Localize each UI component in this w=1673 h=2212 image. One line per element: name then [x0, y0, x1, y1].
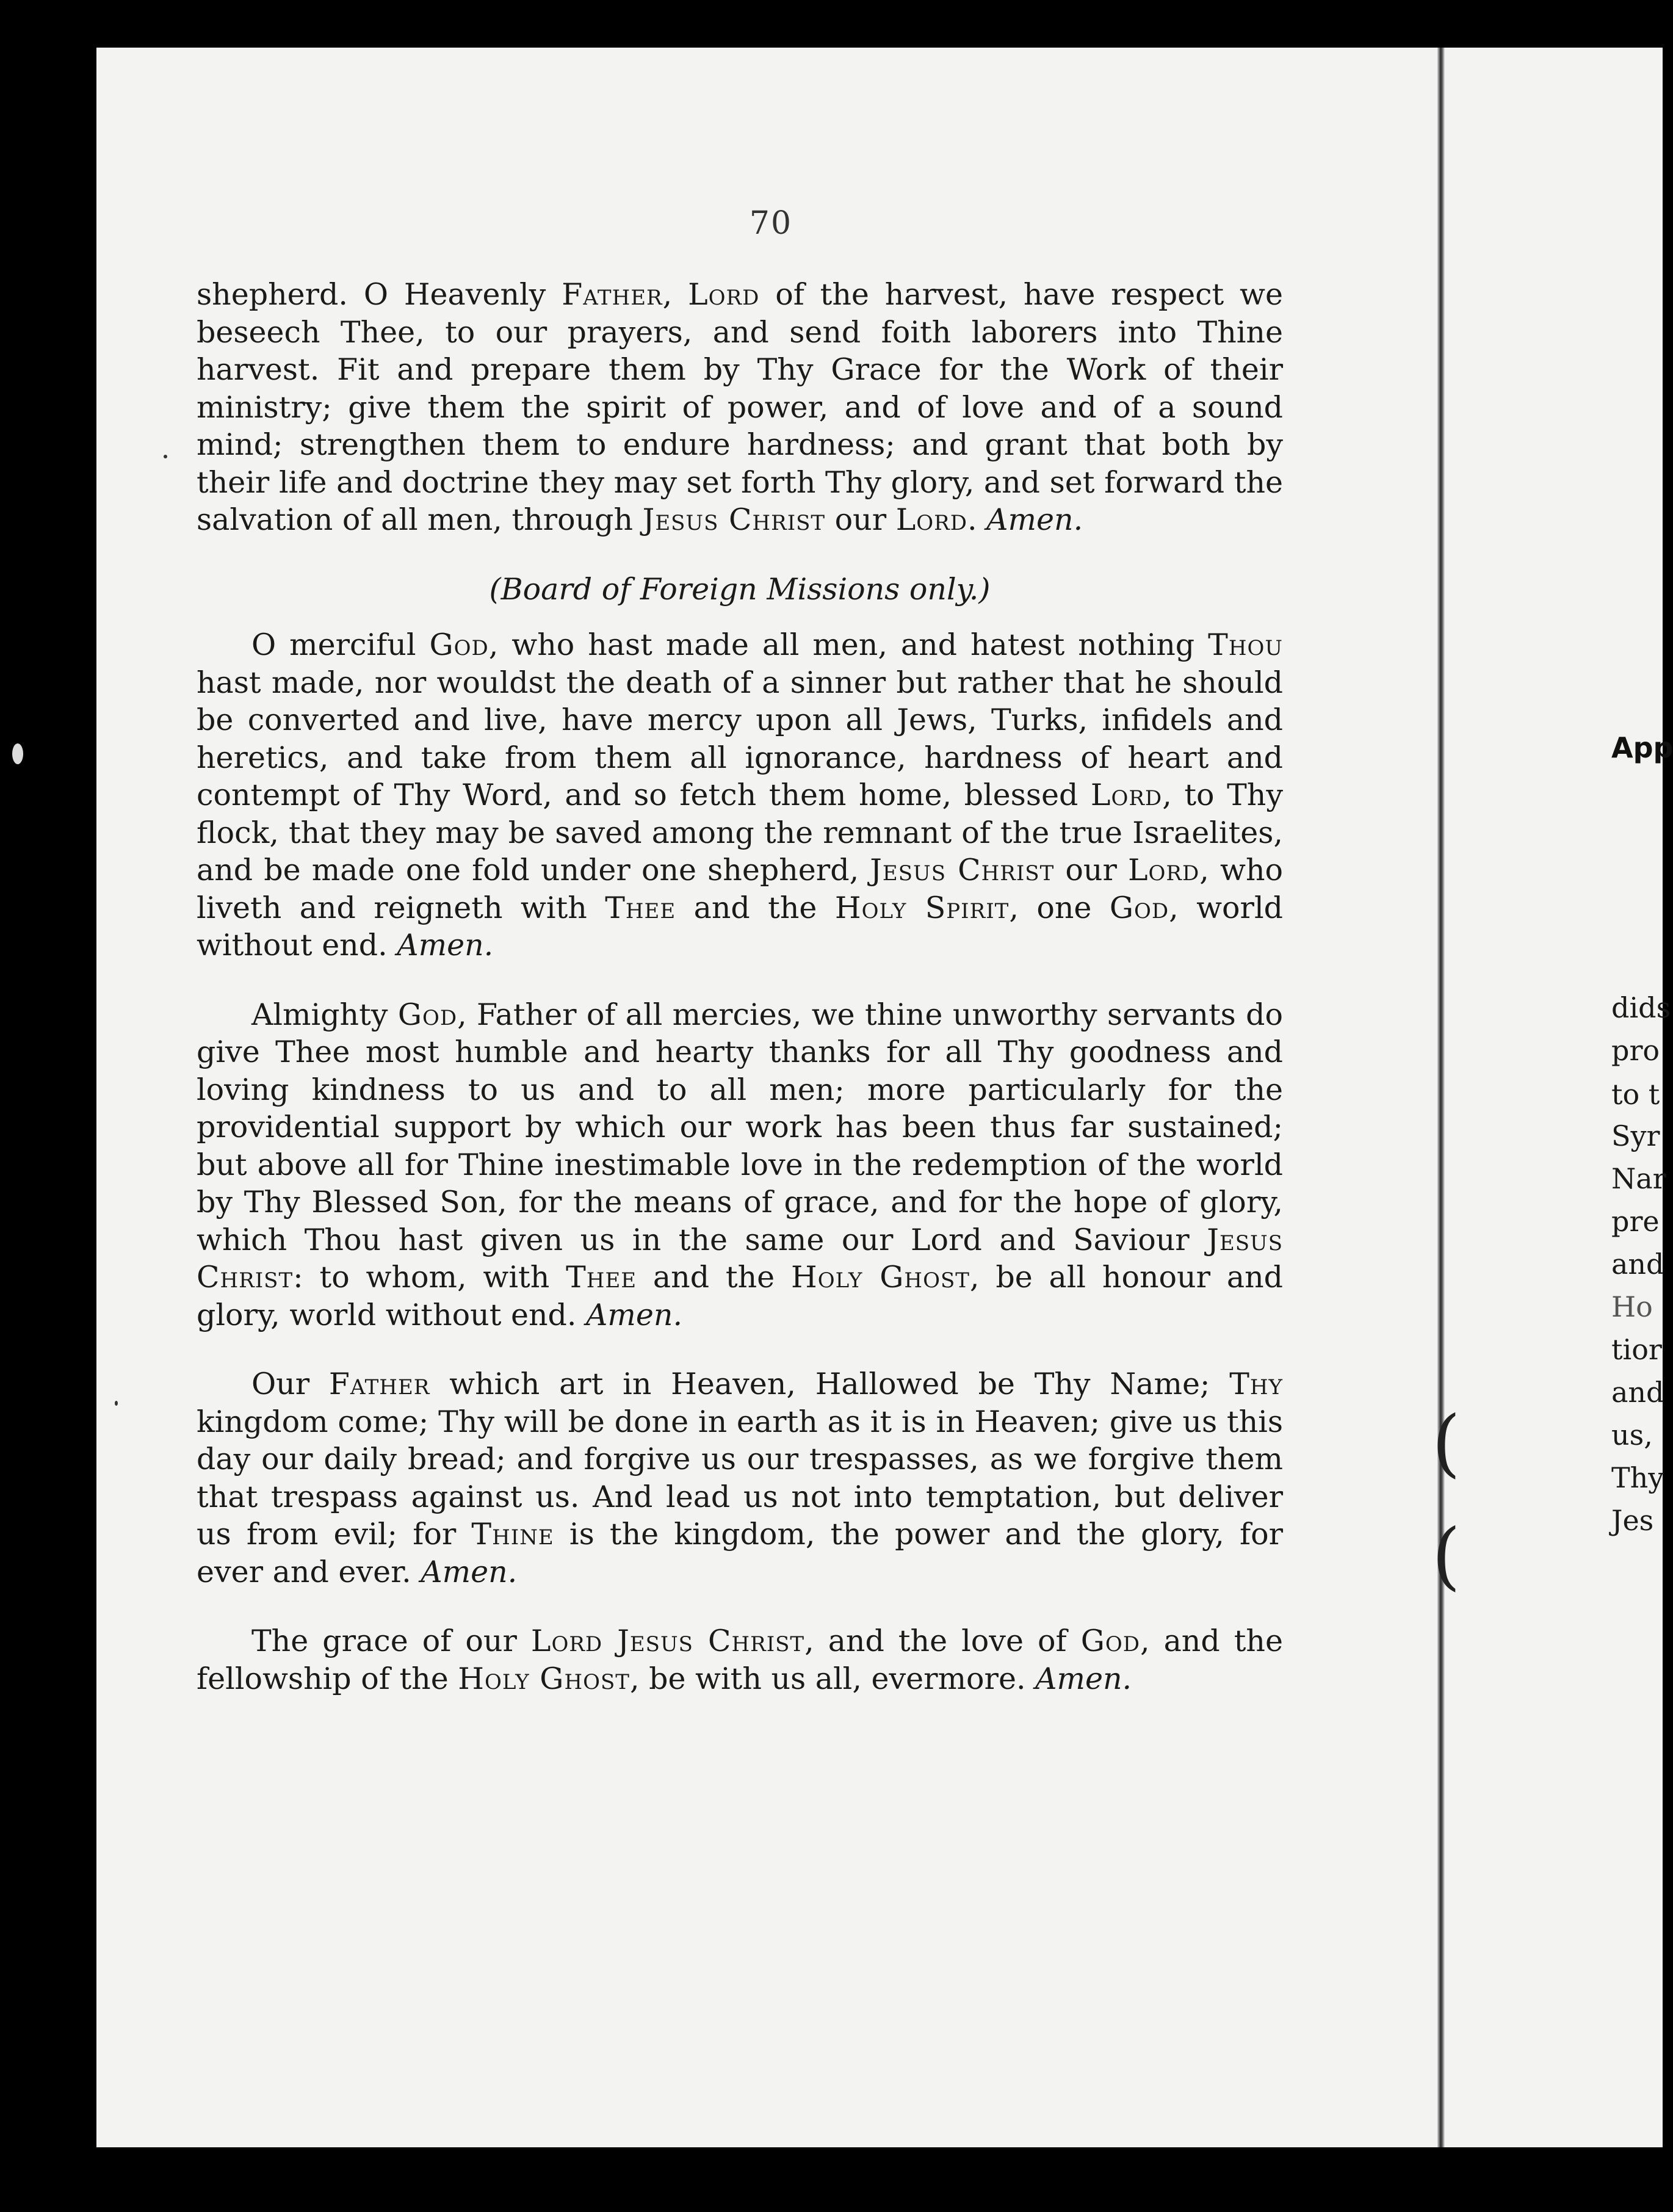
- small-caps-name: God: [1109, 890, 1169, 925]
- small-caps-name: Holy Ghost: [458, 1661, 630, 1696]
- text-run: Almighty: [251, 997, 398, 1032]
- amen-italic: Amen.: [586, 1297, 683, 1332]
- text-run: O merciful: [251, 627, 430, 662]
- facing-page-fragment: pre: [1611, 1205, 1660, 1238]
- text-run: Our: [251, 1367, 329, 1401]
- text-run: shepherd. O Heavenly: [197, 277, 562, 312]
- facing-page-mark: (: [1432, 1401, 1461, 1486]
- small-caps-name: Holy Ghost: [790, 1260, 970, 1295]
- scan-speck: [164, 455, 167, 458]
- facing-page-fragment: us,: [1611, 1419, 1653, 1451]
- text-run: The grace of our: [251, 1624, 531, 1658]
- text-run: of the harvest, have respect we beseech Thee, to our prayers, and send foith laborers into Thine harvest. Fit and prepare them by Thy Grace for the Work of their ministry; give them the spirit of power, and of love and of a sound mind; strengthen them to endure hardness; and grant that both by their life and doctrine they may set forth Thy glory, and set forward the salvation of all men, through: [197, 277, 1283, 537]
- text-run: , world without end.: [197, 890, 1283, 963]
- small-caps-name: Jesus Christ: [870, 853, 1055, 887]
- small-caps-name: Thine: [471, 1517, 554, 1552]
- text-run: , be with us all, evermore.: [629, 1661, 1036, 1696]
- text-run: and the: [676, 890, 835, 925]
- facing-page-fragment: tior: [1611, 1333, 1662, 1366]
- amen-italic: Amen.: [397, 928, 494, 963]
- small-caps-name: Holy Spirit: [834, 890, 1010, 925]
- facing-page-fragment: Nar: [1611, 1162, 1666, 1195]
- facing-page-mark: (: [1432, 1514, 1461, 1599]
- small-caps-name: God: [397, 997, 458, 1032]
- text-run: , who liveth and reigneth with: [197, 853, 1284, 925]
- facing-page-fragment: Jes: [1611, 1504, 1654, 1537]
- facing-page-fragment: and: [1611, 1248, 1664, 1281]
- small-caps-name: Lord: [1128, 853, 1200, 887]
- small-caps-name: Thou: [1208, 627, 1284, 662]
- prayer-text-block: [197, 276, 1283, 1729]
- text-run: , be all honour and glory, world without end.: [197, 1260, 1283, 1332]
- text-run: , and the love of: [804, 1624, 1081, 1658]
- scan-speck: [115, 1401, 118, 1406]
- facing-page-fragment: Thy: [1611, 1461, 1664, 1494]
- text-run: our: [825, 502, 896, 537]
- page-number: 70: [749, 205, 793, 242]
- small-caps-name: Thee: [605, 890, 676, 925]
- small-caps-name: Jesus Christ: [197, 1222, 1283, 1295]
- prayer-paragraph: [197, 1622, 1283, 1697]
- text-run: , and the fellowship of the: [197, 1624, 1283, 1696]
- text-run: is the kingdom, the power and the glory, for ever and ever.: [197, 1517, 1284, 1589]
- facing-page-fragment: to t: [1611, 1078, 1660, 1111]
- prayer-paragraph: [197, 996, 1283, 1334]
- page-gutter: [1437, 48, 1445, 2147]
- text-run: our: [1054, 853, 1129, 887]
- small-caps-name: Father: [328, 1367, 430, 1401]
- scan-speck: [12, 743, 23, 764]
- small-caps-name: God: [1080, 1624, 1140, 1658]
- facing-page-fragment: Ho: [1611, 1290, 1653, 1323]
- text-run: and the: [637, 1260, 791, 1295]
- small-caps-name: Thee: [566, 1260, 637, 1295]
- amen-italic: Amen.: [421, 1554, 518, 1589]
- small-caps-name: Lord: [895, 502, 968, 537]
- section-heading: [197, 571, 1283, 609]
- text-run: , who hast made all men, and hatest nothing: [488, 627, 1209, 662]
- facing-page-fragment: and: [1611, 1376, 1664, 1409]
- text-run: hast made, nor wouldst the death of a sinner but rather that he should be converted and live, have mercy upon all Jews, Turks, infidels and heretics, and take from them all ignorance, hardness of heart and contempt of Thy Word, and so fetch them home, blessed: [197, 665, 1283, 812]
- small-caps-name: Thy: [1229, 1367, 1283, 1401]
- small-caps-name: Lord: [688, 277, 760, 312]
- text-run: , Father of all mercies, we thine unworthy servants do give Thee most humble and hearty thanks for all Thy goodness and loving kindness to us and to all men; more particularly for the providential support by which our work has been thus far sustained; but above all for Thine inestimable love in the redemption of the world by Thy Blessed Son, for the means of grace, and for the hope of glory, which Thou hast given us in the same our Lord and Saviour: [197, 997, 1283, 1257]
- text-run: (Board of Foreign Missions only.): [489, 571, 991, 607]
- small-caps-name: Lord: [1090, 778, 1163, 812]
- text-run: .: [967, 502, 987, 537]
- text-run: : to whom, with: [293, 1260, 566, 1295]
- small-caps-name: Father: [562, 277, 663, 312]
- text-run: , to Thy flock, that they may be saved among the remnant of the true Israelites, and be made one fold under one shepherd,: [197, 778, 1284, 887]
- prayer-paragraph: [197, 1365, 1283, 1591]
- small-caps-name: Lord Jesus Christ: [530, 1624, 805, 1658]
- facing-page-fragment: pro: [1611, 1034, 1660, 1067]
- text-run: which art in Heaven, Hallowed be Thy Name;: [430, 1367, 1230, 1401]
- text-run: ,: [662, 277, 688, 312]
- facing-page-fragment: Syr: [1611, 1119, 1660, 1152]
- prayer-paragraph: [197, 276, 1283, 539]
- facing-page-heading: App: [1611, 731, 1673, 764]
- amen-italic: Amen.: [986, 502, 1083, 537]
- text-run: , one: [1009, 890, 1110, 925]
- small-caps-name: Jesus Christ: [642, 502, 826, 537]
- amen-italic: Amen.: [1035, 1661, 1132, 1696]
- small-caps-name: God: [429, 627, 489, 662]
- facing-page-fragment: dids: [1611, 991, 1671, 1024]
- prayer-paragraph: [197, 626, 1283, 964]
- text-run: kingdom come; Thy will be done in earth as it is in Heaven; give us this day our daily bread; and forgive us our trespasses, as we forgive them that trespass against us. And lead us not into temptation, but deliver us from evil; for: [197, 1404, 1283, 1552]
